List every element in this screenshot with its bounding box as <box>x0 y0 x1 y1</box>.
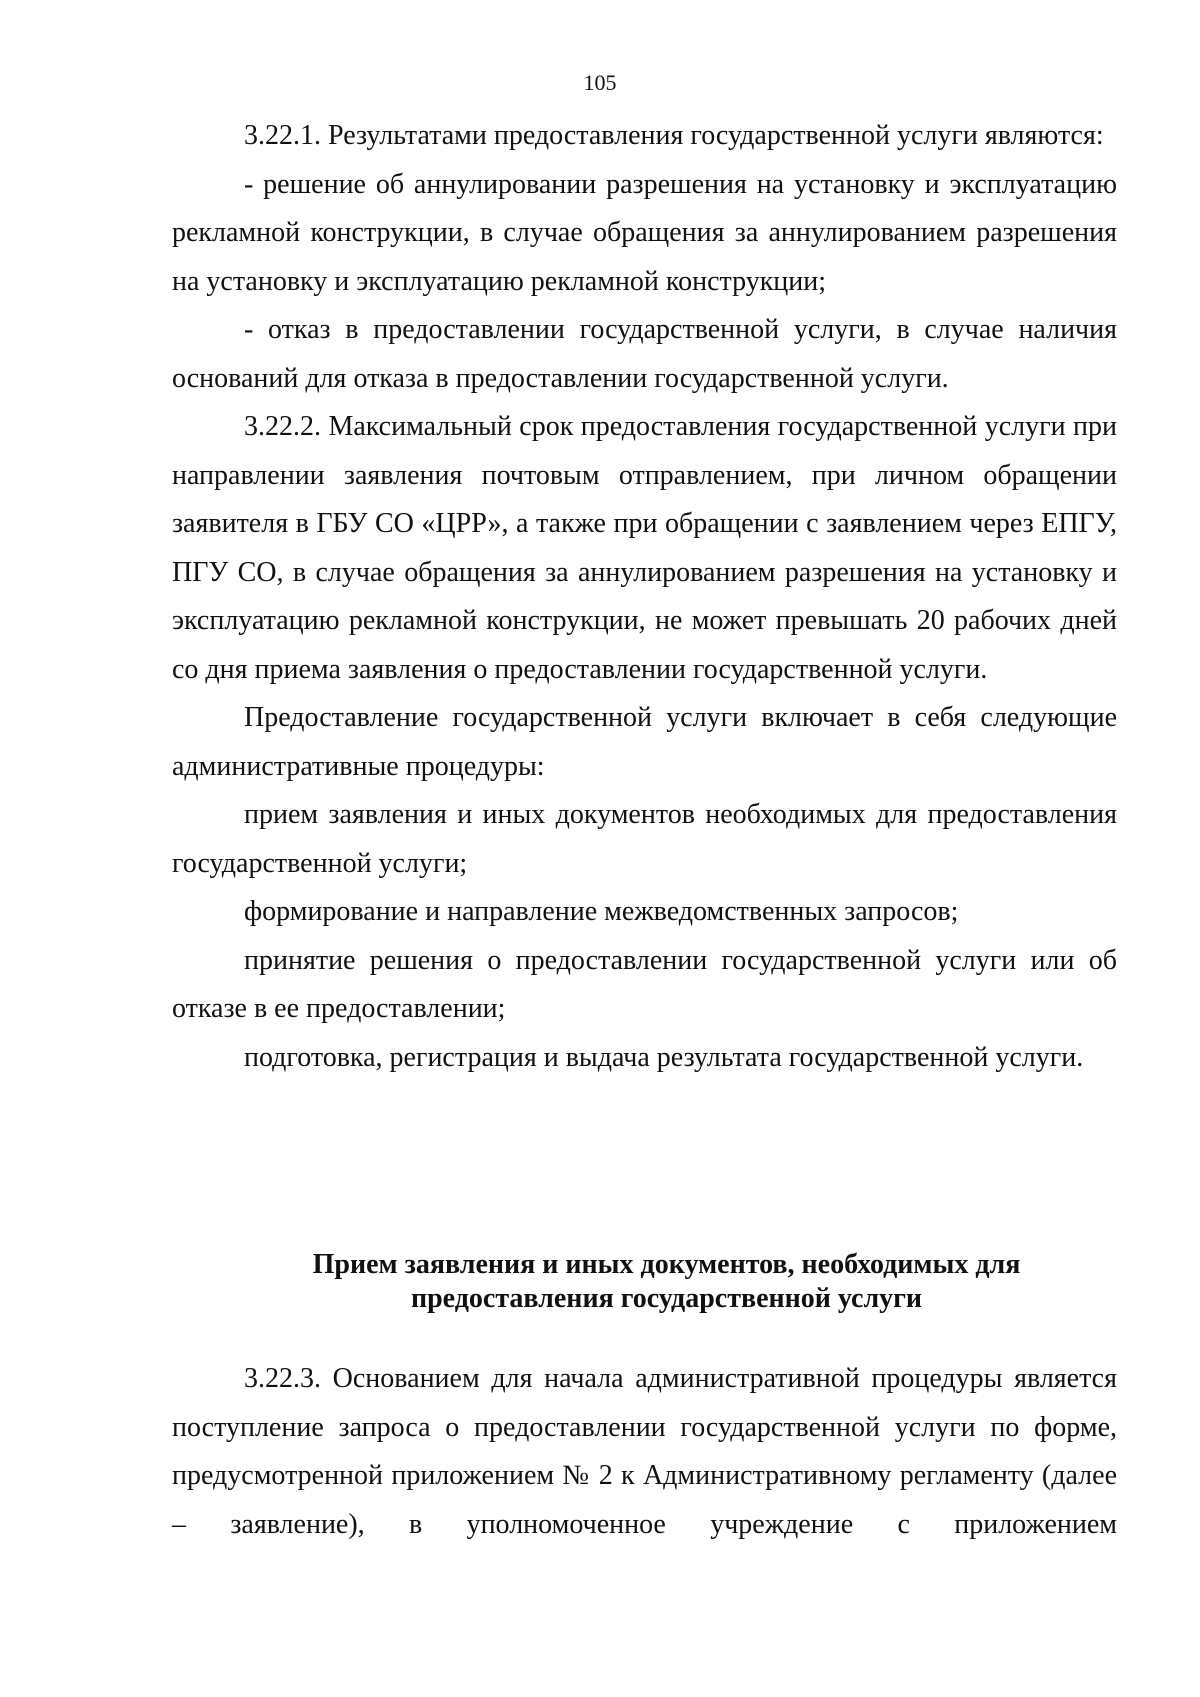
procedure-item-decision: принятие решения о предоставлении государственной услуги или об отказе в ее предоставлении; <box>172 944 1117 1024</box>
procedure-item-issuance: подготовка, регистрация и выдача результата государственной услуги. <box>244 1041 1084 1073</box>
section-heading-line-1: Прием заявления и иных документов, необходимых для <box>312 1249 1021 1280</box>
section-heading-line-2: предоставления государственной услуги <box>410 1283 923 1314</box>
procedure-item-reception: прием заявления и иных документов необходимых для предоставления государственной услуги; <box>172 799 1117 879</box>
paragraph-3-22-3: 3.22.3. Основанием для начала административной процедуры является поступление запроса о предоставлении государственной услуги по форме, предусмотренной приложением № 2 к Административному регламенту (далее – заявление), в уполномоченное учреждение с приложением <box>172 1363 1117 1540</box>
paragraph-result-annulment: - решение об аннулировании разрешения на установку и эксплуатацию рекламной конструкции, в случае обращения за аннулированием разрешения на установку и эксплуатацию рекламной конструкции; <box>172 168 1117 297</box>
main-text-bottom <box>172 1355 1117 1549</box>
paragraph-result-refusal: - отказ в предоставлении государственной услуги, в случае наличия оснований для отказа в предоставлении государственной услуги. <box>172 314 1117 394</box>
paragraph-procedures-intro: Предоставление государственной услуги включает в себя следующие административные процедуры: <box>172 702 1117 782</box>
paragraph-3-22-2: 3.22.2. Максимальный срок предоставления государственной услуги при направлении заявления почтовым отправлением, при личном обращении заявителя в ГБУ СО «ЦРР», а также при обращении с заявлением через ЕПГУ, ПГУ СО, в случае обращения за аннулированием разрешения на установку и эксплуатацию рекламной конструкции, не может превышать 20 рабочих дней со дня приема заявления о предоставлении государственной услуги. <box>172 411 1117 685</box>
procedure-item-interagency-requests: формирование и направление межведомственных запросов; <box>244 896 959 927</box>
section-heading <box>172 1248 1117 1316</box>
main-text-top <box>172 112 1117 1082</box>
paragraph-3-22-1: 3.22.1. Результатами предоставления государственной услуги являются: <box>244 120 1104 151</box>
page-number: 105 <box>583 70 617 95</box>
